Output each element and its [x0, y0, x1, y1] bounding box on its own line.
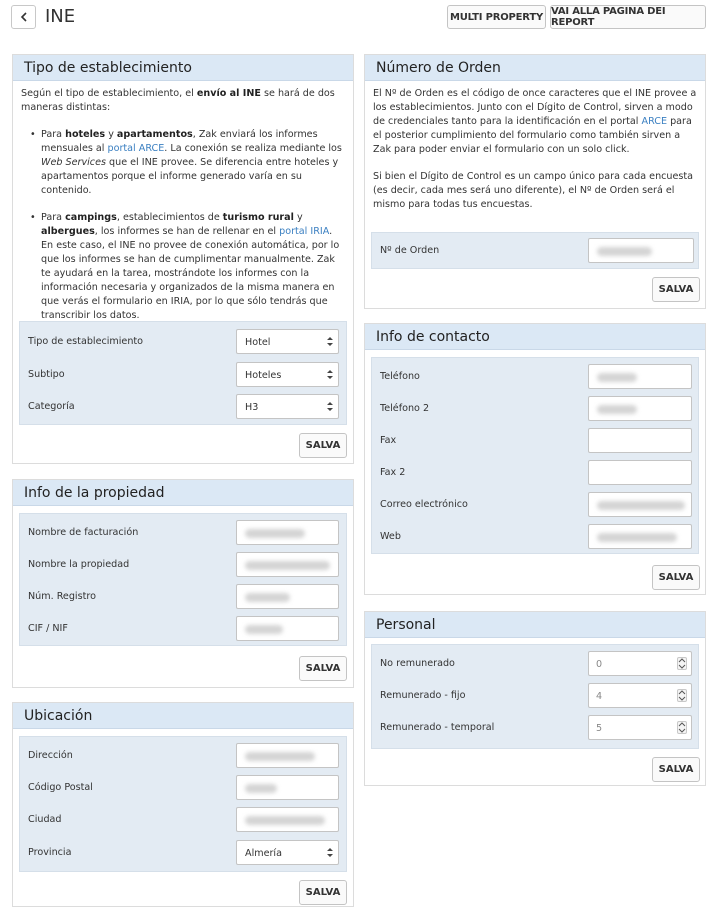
ciudad-input[interactable] [236, 807, 339, 832]
form-row [372, 396, 698, 422]
subtipo-select[interactable]: Hoteles [236, 362, 339, 387]
save-button[interactable]: SALVA [299, 433, 347, 458]
panel-info-contacto [364, 323, 706, 595]
form-row [20, 552, 346, 578]
select-arrows-icon [327, 336, 333, 347]
form-row [20, 329, 346, 355]
remunerado-fijo-input[interactable]: 4 [588, 683, 692, 708]
save-button[interactable]: SALVA [299, 880, 347, 905]
panel-title: Tipo de establecimiento [13, 55, 353, 81]
form-row [372, 364, 698, 390]
form-row [20, 840, 346, 866]
tipo-establecimiento-select[interactable]: Hotel [236, 329, 339, 354]
top-bar [0, 0, 713, 36]
field-label: Remunerado - fijo [380, 690, 466, 701]
direccion-input[interactable] [236, 743, 339, 768]
telefono-2-input[interactable] [588, 396, 692, 421]
field-label: Teléfono 2 [380, 403, 430, 414]
numero-orden-input[interactable] [588, 238, 694, 263]
save-button[interactable]: SALVA [652, 277, 700, 302]
spinner-icon[interactable] [677, 657, 687, 670]
tipo-form [19, 321, 347, 425]
save-button[interactable]: SALVA [652, 565, 700, 590]
personal-form [371, 644, 699, 749]
report-page-button[interactable]: VAI ALLA PAGINA DEI REPORT [550, 5, 706, 29]
form-row [20, 807, 346, 833]
web-input[interactable] [588, 524, 692, 549]
no-remunerado-input[interactable]: 0 [588, 651, 692, 676]
panel-title: Info de la propiedad [13, 480, 353, 506]
portal-iria-link[interactable]: portal IRIA [279, 226, 330, 237]
chevron-left-icon [20, 12, 28, 22]
form-row [372, 460, 698, 486]
field-label: Subtipo [28, 369, 65, 380]
form-row [372, 524, 698, 550]
fax-2-input[interactable] [588, 460, 692, 485]
panel-personal [364, 611, 706, 786]
arce-link[interactable]: ARCE [641, 116, 668, 127]
select-arrows-icon [327, 847, 333, 858]
contacto-form [371, 357, 699, 554]
panel-tipo-establecimiento [12, 54, 354, 464]
list-item: • Para campings, establecimientos de turismo rural y albergues, los informes se han de rellenar en el portal IRIA. En este caso, el INE no provee de conexión automática, por lo que los informes se han de cumplimentar manualmente. Zak te ayudará en la tarea, mostrándote los informes con la información necesaria y organizados de la misma manera en que verás el formulario en IRIA, por lo que sólo tendrás que transcribir los datos. [21, 211, 345, 323]
field-label: Provincia [28, 847, 72, 858]
form-row [372, 238, 698, 264]
form-row [20, 775, 346, 801]
save-button[interactable]: SALVA [652, 757, 700, 782]
form-row [20, 520, 346, 546]
panel-title: Personal [365, 612, 705, 638]
page-title: INE [45, 6, 76, 27]
panel-title: Número de Orden [365, 55, 705, 81]
tipo-description: Según el tipo de establecimiento, el envío al INE se hará de dos maneras distintas: • Para hoteles y apartamentos, Zak enviará los informes mensuales al portal ARCE. La conexión se realiza mediante los Web Services que el INE provee. Se diferencia entre hoteles y apartamentos porque el informe generado varía en su contenido. • Para campings, establecimientos de turismo rural y albergues, los informes se han de rellenar en el portal IRIA. En este caso, el INE no provee de conexión automática, por lo que los informes se han de cumplimentar manualmente. Zak te ayudará en la tarea, mostrándote los informes con la información necesaria y organizados de la misma manera en que verás el formulario en IRIA, por lo que sólo tendrás que transcribir los datos. [13, 81, 353, 329]
form-row [372, 683, 698, 709]
select-arrows-icon [327, 369, 333, 380]
save-button[interactable]: SALVA [299, 656, 347, 681]
spinner-icon[interactable] [677, 721, 687, 734]
field-label: Fax 2 [380, 467, 406, 478]
panel-title: Ubicación [13, 703, 353, 729]
field-label: Nombre de facturación [28, 527, 139, 538]
panel-title: Info de contacto [365, 324, 705, 350]
list-item: • Para hoteles y apartamentos, Zak enviará los informes mensuales al portal ARCE. La conexión se realiza mediante los Web Services que el INE provee. Se diferencia entre hoteles y apartamentos porque el informe generado varía en su contenido. [21, 128, 345, 198]
field-label: Ciudad [28, 814, 62, 825]
field-label: Nº de Orden [380, 245, 440, 256]
orden-form [371, 232, 699, 269]
panel-numero-orden [364, 54, 706, 309]
field-label: Dirección [28, 750, 73, 761]
telefono-input[interactable] [588, 364, 692, 389]
fax-input[interactable] [588, 428, 692, 453]
correo-input[interactable] [588, 492, 692, 517]
cif-nif-input[interactable] [236, 616, 339, 641]
field-label: Web [380, 531, 401, 542]
field-label: Código Postal [28, 782, 93, 793]
field-label: Fax [380, 435, 397, 446]
field-label: Remunerado - temporal [380, 722, 495, 733]
propiedad-form [19, 513, 347, 646]
remunerado-temporal-input[interactable]: 5 [588, 715, 692, 740]
field-label: Tipo de establecimiento [28, 336, 144, 347]
form-row [20, 743, 346, 769]
field-label: No remunerado [380, 658, 455, 669]
form-row [20, 394, 346, 420]
field-label: Nombre la propiedad [28, 559, 130, 570]
multi-property-button[interactable]: MULTI PROPERTY [447, 5, 546, 29]
ubicacion-form [19, 736, 347, 872]
panel-info-propiedad [12, 479, 354, 688]
field-label: Núm. Registro [28, 591, 96, 602]
nombre-propiedad-input[interactable] [236, 552, 339, 577]
field-label: Correo electrónico [380, 499, 468, 510]
back-button[interactable] [11, 5, 36, 29]
field-label: Teléfono [380, 371, 420, 382]
form-row [372, 428, 698, 454]
form-row [20, 616, 346, 642]
num-registro-input[interactable] [236, 584, 339, 609]
select-arrows-icon [327, 401, 333, 412]
form-row [372, 715, 698, 741]
form-row [372, 651, 698, 677]
codigo-postal-input[interactable] [236, 775, 339, 800]
form-row [372, 492, 698, 518]
orden-description: El Nº de Orden es el código de once caracteres que el INE provee a los establecimientos. Junto con el Dígito de Control, sirven a modo de credenciales tanto para la identificación en el portal ARCE para el posterior cumplimiento del formulario como también sirven a Zak para poder enviar el formulario con un solo click. Si bien el Dígito de Control es un campo único para cada encuesta (es decir, cada mes será uno diferente), el Nº de Orden será el mismo para todas tus encuestas. [373, 88, 697, 210]
categoria-select[interactable]: H3 [236, 394, 339, 419]
nombre-facturacion-input[interactable] [236, 520, 339, 545]
form-row [20, 362, 346, 388]
provincia-select[interactable]: Almería [236, 840, 339, 865]
portal-arce-link[interactable]: portal ARCE [107, 143, 165, 154]
form-row [20, 584, 346, 610]
field-label: Categoría [28, 401, 75, 412]
spinner-icon[interactable] [677, 689, 687, 702]
field-label: CIF / NIF [28, 623, 68, 634]
panel-ubicacion [12, 702, 354, 907]
